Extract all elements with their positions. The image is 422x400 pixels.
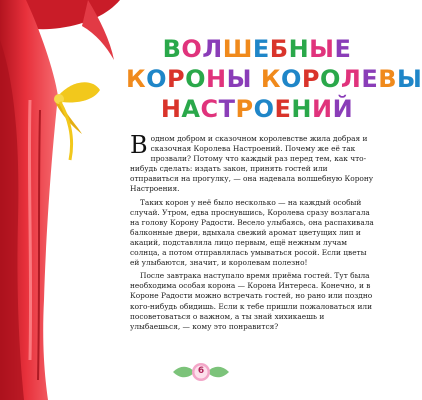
title-letter: Е: [252, 35, 270, 63]
title-letter: Н: [206, 65, 227, 93]
title-letter: Р: [301, 65, 320, 93]
title-letter: В: [378, 65, 398, 93]
title-letter: Л: [202, 35, 223, 63]
title-letter: Р: [235, 95, 254, 123]
title-line-1: [126, 34, 388, 64]
paragraph-3: После завтрака наступало время приёма гостей. Тут была необходима особая корона — Корона Интереса. Конечно, и в Короне Радости можно встречать гостей, но рано или поздно кого-нибудь обидишь. Если к тебе пришли пожаловаться или посоветоваться о важном, а ты знай хихикаешь и улыбаешься, — кому это понравится?: [130, 271, 373, 331]
title-letter: Е: [274, 95, 292, 123]
title-letter: [252, 65, 261, 93]
title-letter: К: [260, 65, 281, 93]
title-letter: Н: [288, 35, 310, 63]
paragraph-2: Таких корон у неё было несколько — на каждый особый случай. Утром, едва проснувшись, Королева сразу возлагала на голову Корону Радости. Весело улыбаясь, она распахивала балконные двери, вдыхала свежий аромат цветущих лип и акаций, подставляла лицо первым, ещё нежным лучам солнца, а потом отправлялась умываться росой. Если цветы ей улыбаются, значит, и королевам полезно!: [130, 197, 374, 268]
paragraph-1: [130, 131, 376, 195]
title-letter: Е: [334, 35, 352, 63]
title-letter: Ш: [222, 35, 253, 63]
paragraph-1-text: одном добром и сказочном королевстве жила добрая и сказочная Королева Настроений. Почему же её так прозвали? Потому что каждый раз перед тем, как что-нибудь сделать: издать закон, принять гостей или отправиться на прогулку, — она надевала волшебную Корону Настроения.: [130, 134, 374, 194]
title-letter: С: [200, 95, 219, 123]
chapter-title: [126, 34, 422, 124]
page-number: 6: [197, 366, 205, 376]
title-letter: О: [319, 65, 341, 93]
title-letter: К: [126, 65, 147, 93]
title-letter: И: [311, 95, 333, 123]
title-letter: Е: [361, 65, 379, 93]
title-letter: Й: [332, 95, 354, 123]
title-letter: О: [181, 35, 203, 63]
body-text: [130, 131, 376, 335]
title-letter: Т: [218, 95, 236, 123]
red-curtain-illustration: [0, 0, 120, 400]
title-line-3: [126, 94, 388, 124]
title-letter: О: [253, 95, 275, 123]
title-letter: О: [185, 65, 207, 93]
title-letter: О: [280, 65, 302, 93]
drop-cap: В: [130, 131, 148, 159]
title-letter: А: [181, 95, 201, 123]
title-letter: Н: [291, 95, 312, 123]
title-letter: Н: [160, 95, 182, 123]
title-letter: Р: [167, 65, 186, 93]
title-letter: Л: [340, 65, 362, 93]
title-letter: О: [146, 65, 168, 93]
title-letter: Б: [269, 35, 289, 63]
title-letter: Ы: [226, 65, 252, 93]
title-letter: В: [162, 35, 182, 63]
title-line-2: [126, 64, 422, 94]
title-letter: Ы: [309, 35, 335, 63]
title-letter: Ы: [397, 65, 422, 93]
